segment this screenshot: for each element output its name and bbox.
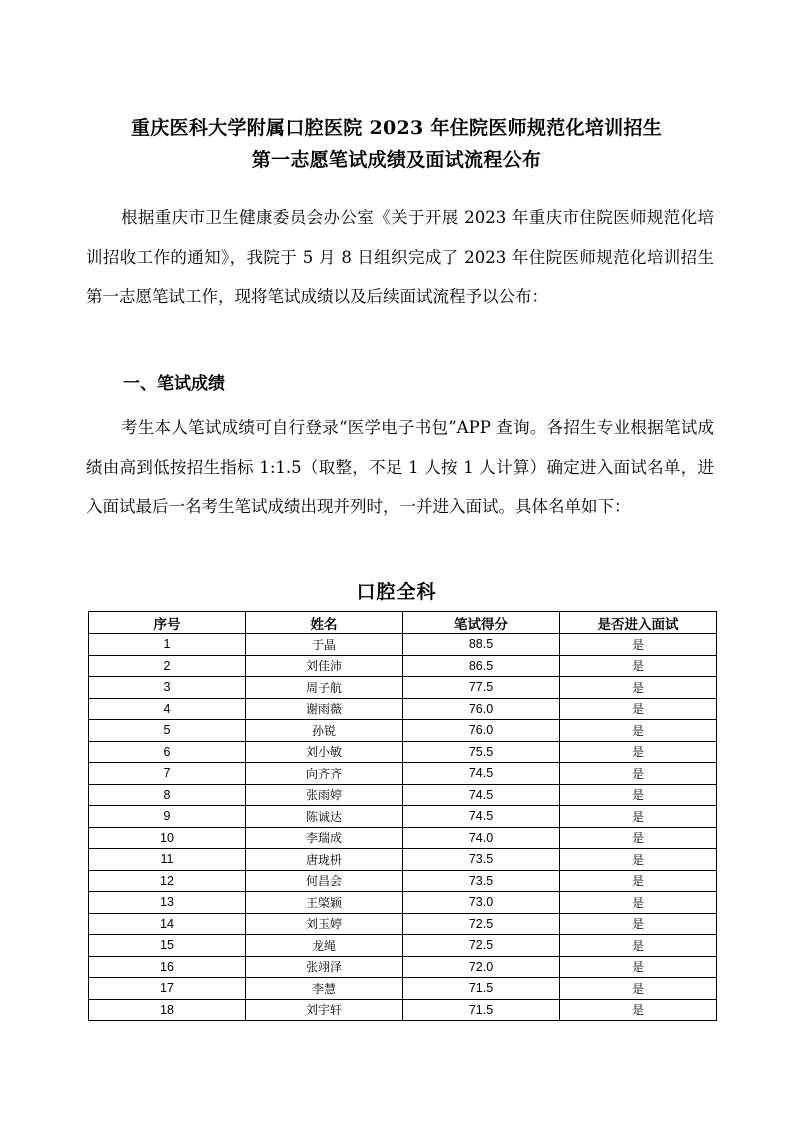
cell-seq: 11 [89,849,246,871]
cell-name: 李瑞成 [246,827,403,849]
table-row [89,870,717,892]
table-row [89,720,717,742]
cell-score: 73.5 [403,870,560,892]
cell-score: 88.5 [403,634,560,656]
cell-name: 王棨颖 [246,892,403,914]
cell-name: 向齐齐 [246,763,403,785]
cell-name: 谢雨薇 [246,698,403,720]
cell-name: 刘宇轩 [246,999,403,1021]
table-row [89,655,717,677]
table-row [89,978,717,1000]
cell-seq: 15 [89,935,246,957]
cell-score: 76.0 [403,720,560,742]
header-name: 姓名 [246,612,403,634]
table-row [89,698,717,720]
table-row [89,935,717,957]
cell-score: 72.0 [403,956,560,978]
header-score: 笔试得分 [403,612,560,634]
table-row [89,999,717,1021]
table-body [89,634,717,1021]
table-row [89,784,717,806]
cell-interview: 是 [560,677,717,699]
cell-seq: 17 [89,978,246,1000]
table-row [89,849,717,871]
table-row [89,956,717,978]
cell-interview: 是 [560,892,717,914]
cell-score: 76.0 [403,698,560,720]
cell-interview: 是 [560,763,717,785]
table-title: 口腔全科 [356,581,437,603]
cell-name: 李慧 [246,978,403,1000]
cell-seq: 4 [89,698,246,720]
cell-score: 71.5 [403,999,560,1021]
cell-interview: 是 [560,999,717,1021]
cell-interview: 是 [560,849,717,871]
section-heading-written-exam: 一、笔试成绩 [123,374,225,394]
table-row [89,913,717,935]
cell-seq: 9 [89,806,246,828]
intro-paragraph: 根据重庆市卫生健康委员会办公室《关于开展 2023 年重庆市住院医师规范化培训招收工作的通知》，我院于 5 月 8 日组织完成了 2023 年住院医师规范化培训招生第一志愿笔试工作，现将笔试成绩以及后续面试流程予以公布： [86,208,714,306]
cell-score: 74.5 [403,763,560,785]
cell-score: 73.5 [403,849,560,871]
cell-seq: 12 [89,870,246,892]
cell-seq: 10 [89,827,246,849]
cell-seq: 3 [89,677,246,699]
cell-seq: 7 [89,763,246,785]
table-row [89,892,717,914]
cell-seq: 16 [89,956,246,978]
cell-interview: 是 [560,827,717,849]
cell-score: 77.5 [403,677,560,699]
cell-interview: 是 [560,655,717,677]
table-row [89,763,717,785]
cell-name: 何昌会 [246,870,403,892]
cell-interview: 是 [560,978,717,1000]
table-row [89,806,717,828]
scores-table [88,611,717,1021]
cell-interview: 是 [560,698,717,720]
cell-name: 张翊泽 [246,956,403,978]
table-row [89,677,717,699]
cell-name: 刘小敏 [246,741,403,763]
header-seq: 序号 [89,612,246,634]
cell-score: 74.5 [403,806,560,828]
cell-score: 72.5 [403,913,560,935]
cell-interview: 是 [560,784,717,806]
cell-name: 周子航 [246,677,403,699]
header-interview: 是否进入面试 [560,612,717,634]
table-row [89,827,717,849]
cell-seq: 6 [89,741,246,763]
cell-seq: 8 [89,784,246,806]
cell-name: 于晶 [246,634,403,656]
section-body-written-exam: 考生本人笔试成绩可自行登录“医学电子书包”APP 查询。各招生专业根据笔试成绩由高到低按招生指标 1:1.5（取整，不足 1 人按 1 人计算）确定进入面试名单，进入面试最后一名考生笔试成绩出现并列时，一并进入面试。具体名单如下： [86,418,714,516]
document-title-line-1: 重庆医科大学附属口腔医院 2023 年住院医师规范化培训招生 [130,117,663,139]
cell-score: 74.5 [403,784,560,806]
cell-interview: 是 [560,741,717,763]
cell-name: 张雨婷 [246,784,403,806]
cell-seq: 2 [89,655,246,677]
cell-score: 74.0 [403,827,560,849]
cell-score: 72.5 [403,935,560,957]
cell-seq: 13 [89,892,246,914]
cell-name: 孙锐 [246,720,403,742]
cell-seq: 5 [89,720,246,742]
cell-name: 唐珑枡 [246,849,403,871]
cell-score: 75.5 [403,741,560,763]
table-header-row [89,612,717,634]
cell-score: 71.5 [403,978,560,1000]
cell-interview: 是 [560,956,717,978]
cell-score: 73.0 [403,892,560,914]
table-row [89,741,717,763]
cell-interview: 是 [560,935,717,957]
cell-interview: 是 [560,634,717,656]
cell-name: 陈诚达 [246,806,403,828]
cell-interview: 是 [560,870,717,892]
cell-seq: 1 [89,634,246,656]
cell-interview: 是 [560,913,717,935]
cell-seq: 14 [89,913,246,935]
cell-seq: 18 [89,999,246,1021]
cell-interview: 是 [560,720,717,742]
cell-name: 刘玉婷 [246,913,403,935]
table-row [89,634,717,656]
cell-name: 刘佳沛 [246,655,403,677]
cell-score: 86.5 [403,655,560,677]
cell-interview: 是 [560,806,717,828]
cell-name: 龙绳 [246,935,403,957]
document-title-line-2: 第一志愿笔试成绩及面试流程公布 [251,149,542,171]
